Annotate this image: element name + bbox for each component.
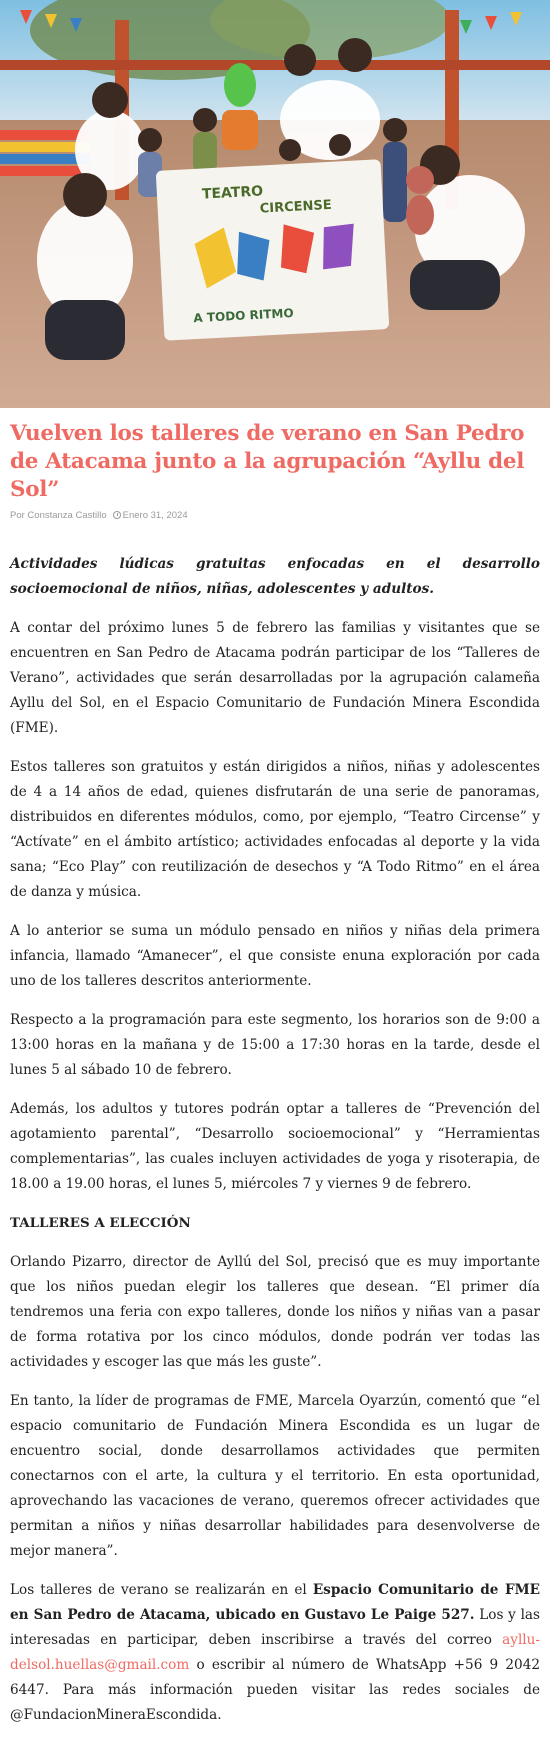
hero-photo bbox=[0, 0, 550, 408]
clock-icon bbox=[113, 511, 121, 519]
article-title: Vuelven los talleres de verano en San Pedro de Atacama junto a la agrupación “Ayllu del Sol” bbox=[10, 421, 525, 502]
paragraph-8 bbox=[10, 1578, 540, 1728]
paragraph-6: Orlando Pizarro, director de Ayllú del Sol, precisó que es muy importante que los niños puedan elegir los talleres que desean. “El primer día tendremos una feria con expo talleres, donde los niños y niñas van a pasar de forma rotativa por los cinco módulos, donde podrán ver todas las actividades y escoger las que más les guste”. bbox=[10, 1254, 540, 1370]
article-date: Enero 31, 2024 bbox=[122, 510, 188, 521]
article-lead: Actividades lúdicas gratuitas enfocadas en el desarrollo socioemocional de niños, niñas, adolescentes y adultos. bbox=[10, 556, 540, 597]
section-heading: TALLERES A ELECCIÓN bbox=[10, 1215, 191, 1231]
banner-text-line2: CIRCENSE bbox=[259, 197, 333, 217]
paragraph-8-part-c: o escribir al número de WhatsApp +56 9 2042 6447. Para más información pueden visitar las redes sociales de @FundacionMineraEscondida. bbox=[10, 1657, 540, 1723]
paragraph-8-part-b: Los y las interesadas en participar, deben inscribirse a través del correo bbox=[10, 1607, 541, 1648]
paragraph-8-part-a: Los talleres de verano se realizarán en el bbox=[10, 1582, 313, 1598]
article-meta bbox=[10, 510, 540, 521]
hero-photo-illustration bbox=[0, 0, 550, 408]
article-body bbox=[10, 552, 540, 1742]
paragraph-3: A lo anterior se suma un módulo pensado en niños y niñas dela primera infancia, llamado “Amanecer”, el que consiste enuna exploración por cada uno de los talleres descritos anteriormente. bbox=[10, 923, 540, 989]
paragraph-2: Estos talleres son gratuitos y están dirigidos a niños, niñas y adolescentes de 4 a 14 años de edad, quienes disfrutarán de una serie de panoramas, distribuidos en diferentes módulos, como, por ejemplo, “Teatro Circense” y “Actívate” en el ámbito artístico; actividades enfocadas al deporte y la vida sana; “Eco Play” con reutilización de desechos y “A Todo Ritmo” en el área de danza y música. bbox=[10, 759, 540, 900]
paragraph-5: Además, los adultos y tutores podrán optar a talleres de “Prevención del agotamiento parental”, “Desarrollo socioemocional” y “Herramientas complementarias”, las cuales incluyen actividades de yoga y risoterapia, de 18.00 a 19.00 horas, el lunes 5, miércoles 7 y viernes 9 de febrero. bbox=[10, 1101, 540, 1192]
banner-text-line3: A TODO RITMO bbox=[193, 305, 294, 326]
article-date-wrap bbox=[113, 510, 188, 521]
article-author[interactable]: Por Constanza Castillo bbox=[10, 510, 107, 521]
paragraph-8-location: Espacio Comunitario de FME en San Pedro de Atacama, ubicado en Gustavo Le Paige 527. bbox=[10, 1582, 540, 1623]
banner-text-line1: TEATRO bbox=[201, 183, 264, 203]
contact-email-link[interactable]: aylludelsol.huellas@gmail.com bbox=[10, 1632, 540, 1673]
paragraph-4: Respecto a la programación para este segmento, los horarios son de 9:00 a 13:00 horas en la mañana y de 15:00 a 17:30 horas en la tarde, desde el lunes 5 al sábado 10 de febrero. bbox=[10, 1012, 540, 1078]
paragraph-7: En tanto, la líder de programas de FME, Marcela Oyarzún, comentó que “el espacio comunitario de Fundación Minera Escondida es un lugar de encuentro social, donde desarrollamos actividades que permiten conectarnos con el arte, la cultura y el territorio. En esta oportunidad, aprovechando las vacaciones de verano, queremos ofrecer actividades que permitan a niños y niñas desarrollar habilidades para desenvolverse de mejor manera”. bbox=[10, 1393, 540, 1559]
article-header bbox=[10, 420, 540, 521]
paragraph-1: A contar del próximo lunes 5 de febrero las familias y visitantes que se encuentren en San Pedro de Atacama podrán participar de los “Talleres de Verano”, actividades que serán desarrolladas por la agrupación calameña Ayllu del Sol, en el Espacio Comunitario de Fundación Minera Escondida (FME). bbox=[10, 620, 540, 736]
